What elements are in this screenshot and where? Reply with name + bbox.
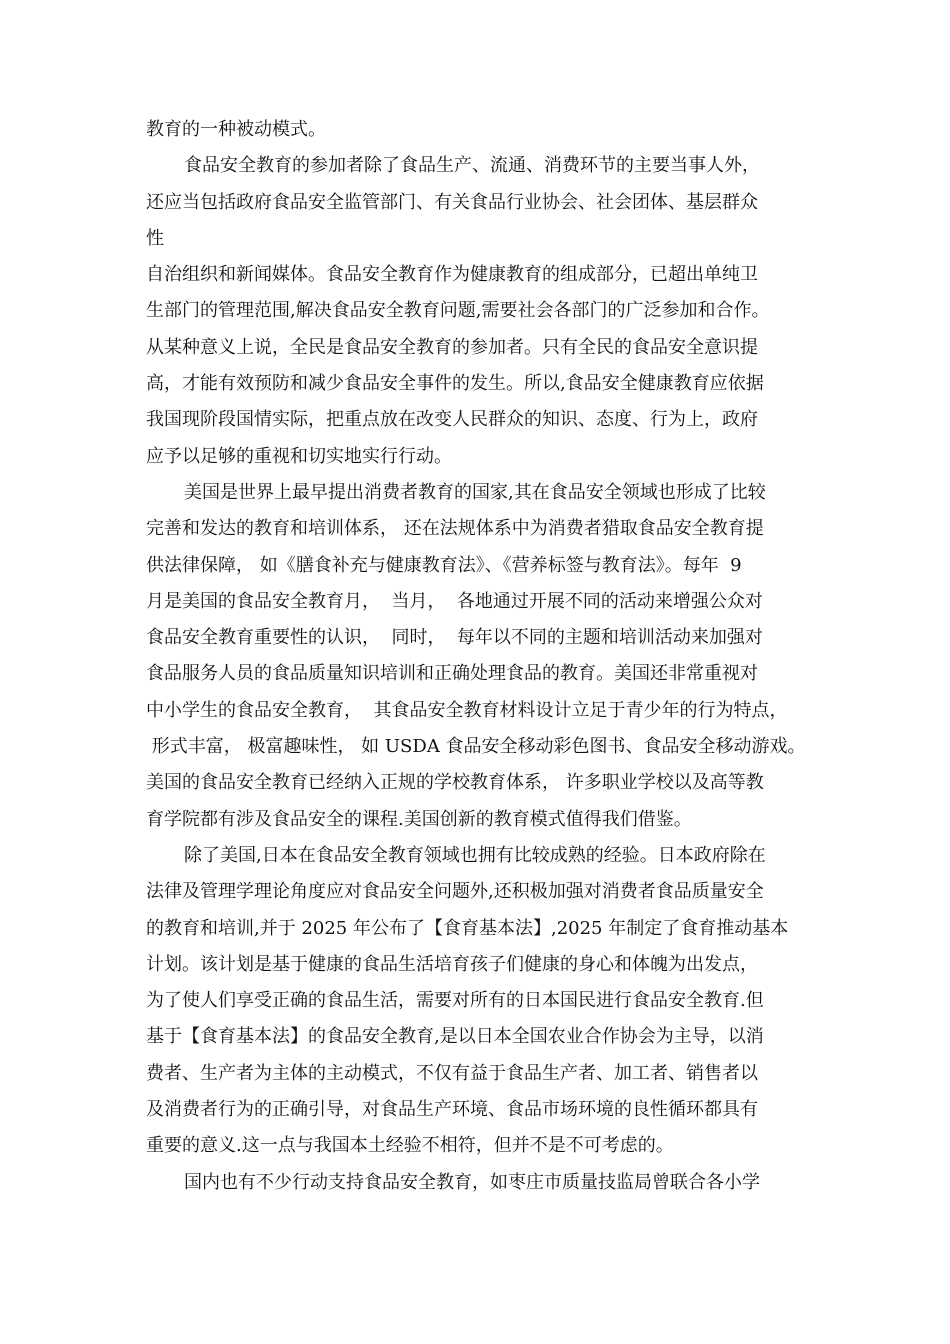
text-line: 食品安全教育的参加者除了食品生产、流通、消费环节的主要当事人外， — [184, 155, 760, 177]
text-line: 还应当包括政府食品安全监管部门、有关食品行业协会、社会团体、基层群众 — [146, 191, 758, 213]
text-line: 基于【食育基本法】的食品安全教育,是以日本全国农业合作协会为主导，以消 — [146, 1026, 764, 1048]
text-line: 及消费者行为的正确引导，对食品生产环境、食品市场环境的良性循环都具有 — [146, 1099, 758, 1121]
text-line: 除了美国,日本在食品安全教育领域也拥有比较成熟的经验。日本政府除在 — [184, 844, 766, 866]
text-line: 完善和发达的教育和培训体系， 还在法规体系中为消费者猎取食品安全教育提 — [146, 518, 764, 540]
text-line: 应予以足够的重视和切实地实行行动。 — [146, 445, 452, 467]
text-line: 自治组织和新闻媒体。食品安全教育作为健康教育的组成部分，已超出单纯卫 — [146, 264, 758, 286]
text-line: 美国的食品安全教育已经纳入正规的学校教育体系， 许多职业学校以及高等教 — [146, 772, 764, 794]
text-line: 为了使人们享受正确的食品生活，需要对所有的日本国民进行食品安全教育.但 — [146, 990, 764, 1012]
text-line: 从某种意义上说，全民是食品安全教育的参加者。只有全民的食品安全意识提 — [146, 336, 758, 358]
text-line: 性 — [146, 227, 164, 249]
text-line: 中小学生的食品安全教育， 其食品安全教育材料设计立足于青少年的行为特点， — [146, 699, 788, 721]
body-text — [146, 112, 826, 1201]
text-line: 法律及管理学理论角度应对食品安全问题外,还积极加强对消费者食品质量安全 — [146, 881, 764, 903]
text-line: 我国现阶段国情实际，把重点放在改变人民群众的知识、态度、行为上，政府 — [146, 409, 758, 431]
text-line: 形式丰富， 极富趣味性， 如 USDA 食品安全移动彩色图书、食品安全移动游戏。 — [146, 736, 806, 758]
text-line: 育学院都有涉及食品安全的课程.美国创新的教育模式值得我们借鉴。 — [146, 808, 692, 830]
text-line: 高，才能有效预防和减少食品安全事件的发生。所以,食品安全健康教育应依据 — [146, 373, 764, 395]
text-line: 重要的意义.这一点与我国本土经验不相符，但并不是不可考虑的。 — [146, 1135, 674, 1157]
text-line: 教育的一种被动模式。 — [146, 119, 326, 140]
text-line: 计划。该计划是基于健康的食品生活培育孩子们健康的身心和体魄为出发点， — [146, 953, 758, 975]
text-line: 食品服务人员的食品质量知识培训和正确处理食品的教育。美国还非常重视对 — [146, 663, 758, 685]
text-line: 供法律保障， 如《膳食补充与健康教育法》、《营养标签与教育法》。每年 9 — [146, 554, 742, 576]
text-line: 的教育和培训,并于 2025 年公布了【食育基本法】,2025 年制定了食育推动基本 — [146, 917, 789, 939]
text-line: 国内也有不少行动支持食品安全教育，如枣庄市质量技监局曾联合各小学 — [184, 1171, 760, 1193]
text-line: 月是美国的食品安全教育月， 当月， 各地通过开展不同的活动来增强公众对 — [146, 590, 763, 612]
text-line: 食品安全教育重要性的认识， 同时， 每年以不同的主题和培训活动来加强对 — [146, 627, 763, 649]
text-line: 美国是世界上最早提出消费者教育的国家,其在食品安全领域也形成了比较 — [184, 481, 766, 503]
text-line: 生部门的管理范围,解决食品安全教育问题,需要社会各部门的广泛参加和合作。 — [146, 300, 770, 322]
text-line: 费者、生产者为主体的主动模式，不仅有益于食品生产者、加工者、销售者以 — [146, 1062, 758, 1084]
